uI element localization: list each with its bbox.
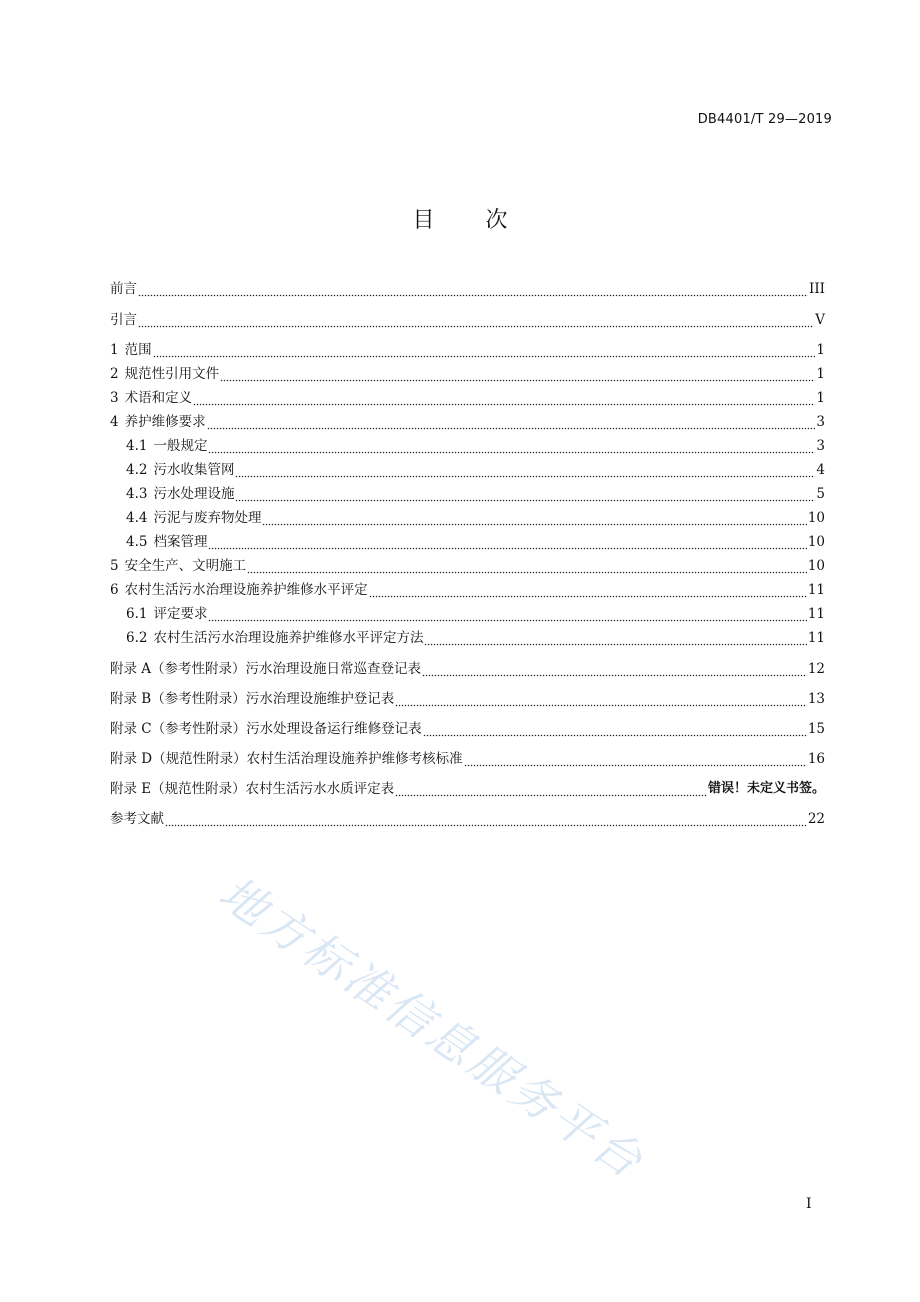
toc-dot-leader	[208, 436, 815, 456]
toc-entry-page: 5	[816, 486, 825, 502]
toc-entry-title: 附录 A（参考性附录）污水治理设施日常巡查登记表	[110, 661, 422, 677]
toc-entry-label	[126, 628, 423, 648]
toc-entry-page: 4	[816, 462, 825, 478]
toc-entry-number: 6	[110, 582, 119, 598]
toc-entry-label	[110, 719, 422, 739]
toc-entry-page: 1	[816, 366, 825, 382]
toc-entry-number: 4.5	[126, 534, 148, 550]
toc-entry[interactable]	[110, 279, 825, 299]
toc-entry-number: 2	[110, 366, 119, 382]
toc-dot-leader	[235, 484, 815, 504]
toc-entry-number: 5	[110, 558, 119, 574]
toc-entry-label	[110, 412, 206, 432]
toc-entry-error-text: 错误！未定义书签。	[707, 781, 825, 796]
toc-dot-leader	[138, 279, 808, 299]
toc-dot-leader	[208, 604, 806, 624]
toc-dot-leader	[235, 460, 815, 480]
toc-entry-label	[110, 340, 152, 360]
toc-entry-page: 13	[807, 691, 825, 707]
toc-entry-number: 4	[110, 414, 119, 430]
toc-entry-title: 附录 D（规范性附录）农村生活治理设施养护维修考核标准	[110, 751, 463, 767]
toc-entry[interactable]	[110, 749, 825, 769]
toc-entry-page: 11	[807, 582, 825, 598]
toc-entry-label	[110, 310, 137, 330]
toc-entry[interactable]	[126, 508, 825, 528]
toc-entry-number: 4.4	[126, 510, 148, 526]
toc-entry-label	[110, 659, 421, 679]
toc-entry-title: 污泥与废弃物处理	[153, 510, 262, 526]
toc-entry-page: 10	[807, 510, 825, 526]
toc-entry-title: 范围	[124, 342, 152, 358]
toc-entry-label	[110, 580, 368, 600]
toc-dot-leader	[424, 628, 806, 648]
toc-entry-title: 参考文献	[110, 811, 164, 827]
toc-entry-title: 前言	[110, 281, 137, 297]
toc-entry-page: 10	[807, 558, 825, 574]
toc-entry-page: 11	[807, 606, 825, 622]
toc-entry-page: 15	[807, 721, 825, 737]
toc-entry-label	[126, 460, 234, 480]
toc-entry[interactable]	[126, 436, 825, 456]
toc-entry-label	[126, 508, 261, 528]
toc-entry[interactable]	[110, 340, 825, 360]
toc-entry-title: 术语和定义	[124, 390, 193, 406]
toc-entry-label	[110, 388, 192, 408]
page-number: I	[806, 1196, 812, 1212]
toc-entry-title: 农村生活污水治理设施养护维修水平评定方法	[153, 630, 424, 646]
toc-entry-title: 附录 E（规范性附录）农村生活污水水质评定表	[110, 781, 395, 797]
toc-entry[interactable]	[126, 532, 825, 552]
toc-entry-label	[126, 436, 207, 456]
toc-entry[interactable]	[110, 310, 825, 330]
toc-entry[interactable]	[110, 412, 825, 432]
toc-entry[interactable]	[110, 719, 825, 739]
toc-entry-label	[110, 364, 219, 384]
toc-entry[interactable]	[110, 689, 825, 709]
toc-entry-page: 10	[807, 534, 825, 550]
toc-entry-label	[126, 484, 234, 504]
toc-entry[interactable]	[110, 659, 825, 679]
toc-dot-leader	[207, 412, 816, 432]
toc-entry-title: 污水处理设施	[153, 486, 235, 502]
toc-entry-page: III	[809, 281, 825, 297]
toc-entry-page: 22	[807, 811, 825, 827]
toc-entry-label	[110, 809, 164, 829]
toc-entry-label	[110, 749, 463, 769]
toc-dot-leader	[422, 659, 807, 679]
toc-dot-leader	[208, 532, 806, 552]
watermark: 地方标准信息服务平台	[209, 865, 655, 1190]
toc-entry[interactable]	[126, 628, 825, 648]
toc-entry-page: 3	[816, 414, 825, 430]
toc-entry-label	[110, 689, 394, 709]
toc-entry-title: 规范性引用文件	[124, 366, 220, 382]
toc-dot-leader	[220, 364, 815, 384]
toc-dot-leader	[138, 310, 814, 330]
toc-entry[interactable]	[126, 460, 825, 480]
toc-entry[interactable]	[126, 604, 825, 624]
toc-entry-label	[110, 279, 137, 299]
toc-entry-label	[126, 532, 207, 552]
toc-entry-title: 档案管理	[153, 534, 208, 550]
toc-entry-number: 4.1	[126, 438, 148, 454]
toc-entry-label	[110, 556, 246, 576]
toc-entry-page: 1	[816, 390, 825, 406]
toc-entry-page: 12	[807, 661, 825, 677]
standard-code: DB4401/T 29—2019	[697, 112, 832, 127]
toc-dot-leader	[423, 719, 807, 739]
page-title-char: 目	[412, 208, 435, 233]
toc-entry-number: 6.1	[126, 606, 148, 622]
toc-entry[interactable]	[110, 388, 825, 408]
toc-entry-page: 1	[816, 342, 825, 358]
toc-entry-number: 4.2	[126, 462, 148, 478]
toc-dot-leader	[464, 749, 807, 769]
toc-entry-page: 11	[807, 630, 825, 646]
toc-entry-title: 污水收集管网	[153, 462, 235, 478]
page-title-char: 次	[485, 208, 508, 233]
toc-dot-leader	[369, 580, 807, 600]
toc-entry-title: 引言	[110, 312, 137, 328]
toc-entry-title: 安全生产、文明施工	[124, 558, 247, 574]
toc-entry-label	[110, 779, 394, 799]
toc-entry-page: 16	[807, 751, 825, 767]
toc-dot-leader	[395, 779, 707, 799]
toc-entry[interactable]	[110, 364, 825, 384]
toc-entry[interactable]	[110, 809, 825, 829]
toc-entry-number: 6.2	[126, 630, 148, 646]
toc-dot-leader	[395, 689, 807, 709]
toc-dot-leader	[153, 340, 816, 360]
toc-entry-title: 农村生活污水治理设施养护维修水平评定	[124, 582, 368, 598]
toc-entry-number: 4.3	[126, 486, 148, 502]
toc-entry[interactable]	[126, 484, 825, 504]
toc-dot-leader	[262, 508, 806, 528]
toc-entry-title: 附录 C（参考性附录）污水处理设备运行维修登记表	[110, 721, 422, 737]
toc-entry-page: 3	[816, 438, 825, 454]
toc-entry[interactable]	[110, 580, 825, 600]
toc-dot-leader	[165, 809, 807, 829]
toc-entry-title: 养护维修要求	[124, 414, 206, 430]
toc-entry[interactable]	[110, 556, 825, 576]
toc-dot-leader	[247, 556, 807, 576]
toc-entry-label	[126, 604, 207, 624]
toc-entry-number: 3	[110, 390, 119, 406]
toc-entry-title: 一般规定	[153, 438, 208, 454]
toc-entry-title: 评定要求	[153, 606, 208, 622]
toc-entry-number: 1	[110, 342, 119, 358]
toc-entry[interactable]	[110, 779, 825, 799]
toc-dot-leader	[193, 388, 815, 408]
toc-entry-page: V	[815, 312, 825, 328]
toc-entry-title: 附录 B（参考性附录）污水治理设施维护登记表	[110, 691, 395, 707]
